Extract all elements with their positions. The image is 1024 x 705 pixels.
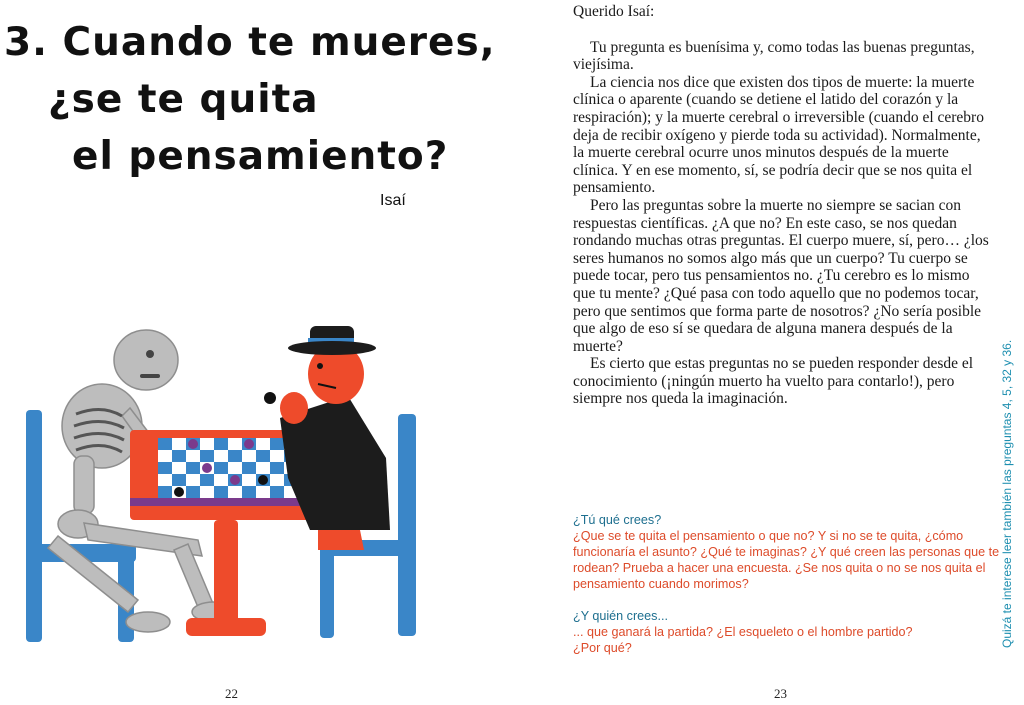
title-line-2: ¿se te quita	[48, 77, 319, 122]
question-heading-1: ¿Tú qué crees?	[573, 513, 662, 527]
questions-box	[573, 512, 1003, 656]
question-heading-2: ¿Y quién crees...	[573, 609, 668, 623]
question-author: Isaí	[380, 192, 406, 209]
table-edge	[130, 498, 320, 506]
checkers-illustration	[18, 318, 438, 648]
title-line-1: 3. Cuando te mueres,	[4, 20, 496, 65]
question-body-1: ¿Que se te quita el pensamiento o que no? Y si no se te quita, ¿cómo funcionaría el asunto? ¿Qué te imaginas? ¿Y qué creen las personas que te rodean? Prueba a hacer una encuesta. ¿Se nos quita o no se nos quita el pensamiento cuando morimos?	[573, 529, 1000, 591]
checkerboard	[158, 438, 298, 498]
right-page	[512, 0, 1024, 705]
letter-body	[573, 3, 993, 408]
page-number-right: 23	[774, 686, 787, 701]
chapter-title	[4, 14, 496, 185]
question-body-2-line-1: ... que ganará la partida? ¿El esqueleto o el hombre partido?	[573, 625, 913, 639]
title-line-3: el pensamiento?	[72, 134, 449, 179]
letter-paragraph-4: Es cierto que estas preguntas no se pueden responder desde el conocimiento (¡ningún muerto ha vuelto para contarlo!), pero siempre nos queda la imaginación.	[573, 355, 974, 408]
letter-paragraph-3: Pero las preguntas sobre la muerte no siempre se sacian con respuestas científicas. ¿A que no? En este caso, se nos quedan rondando muchas otras preguntas. El cuerpo muere, sí, pero… ¿los seres humanos no somos algo más que un cuerpo? Tu cuerpo se puede tocar, pero tus pensamientos no. ¿Tu cerebro es lo mismo que tu mente? ¿Qué pasa con todo aquello que no podemos tocar, pero que sentimos que forma parte de nosotros? ¿No sería posible que algo de eso sí se quedara de alguna manera después de la muerte?	[573, 196, 989, 355]
page-number-left: 22	[225, 686, 238, 701]
question-body-2-line-2: ¿Por qué?	[573, 641, 632, 655]
letter-paragraph-2: La ciencia nos dice que existen dos tipos de muerte: la muerte clínica o aparente (cuando se detiene el latido del corazón y la respiración); y la muerte cerebral o irreversible (cuando el cerebro deja de recibir oxígeno y pierde toda su actividad). Normalmente, la muerte cerebral ocurre unos minutos después de la muerte clínica. Y en ese momento, sí, se podría decir que se nos quita el pensamiento.	[573, 73, 984, 197]
letter-greeting: Querido Isaí:	[573, 3, 655, 20]
letter-paragraph-1: Tu pregunta es buenísima y, como todas las buenas preguntas, viejísima.	[573, 38, 975, 74]
side-cross-reference: Quizá te interese leer también las preguntas 4, 5, 32 y 36.	[1000, 339, 1014, 648]
